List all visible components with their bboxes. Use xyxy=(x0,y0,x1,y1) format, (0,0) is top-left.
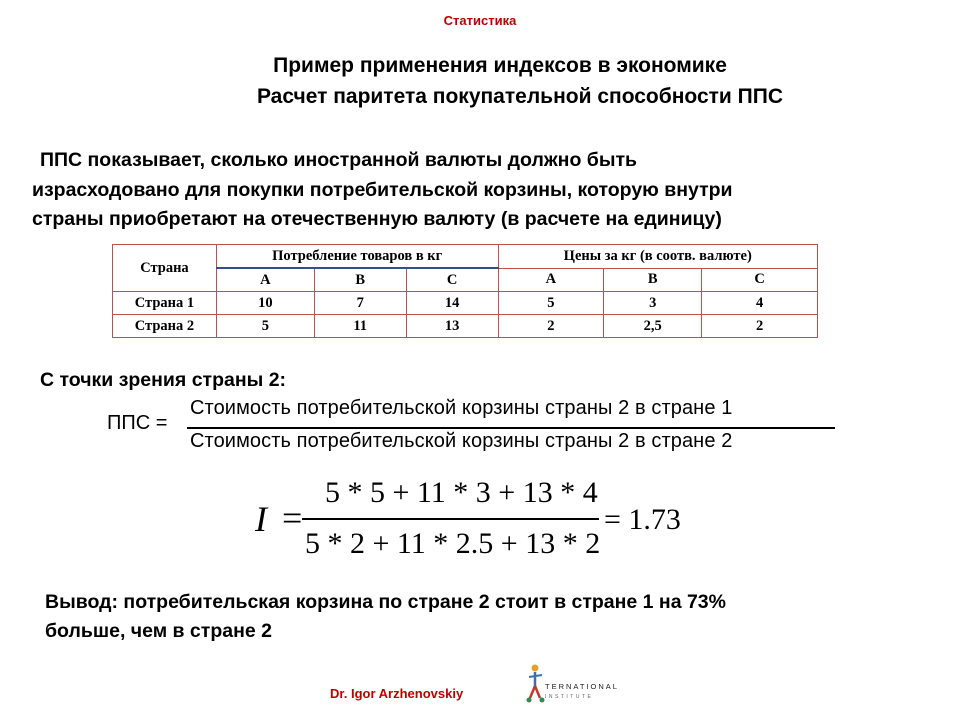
table-cell: 5 xyxy=(216,315,314,338)
table-row xyxy=(113,292,818,315)
table-cell: 2,5 xyxy=(604,315,702,338)
intro-paragraph xyxy=(32,146,932,235)
conclusion-line-1: Вывод: потребительская корзина по стране 2 стоит в стране 1 на 73% xyxy=(45,591,726,613)
table-cell: 14 xyxy=(406,292,498,315)
subheader-cell: A xyxy=(216,268,314,292)
subheader-cell: B xyxy=(314,268,406,292)
table-cell: 4 xyxy=(702,292,818,315)
table-cell: 2 xyxy=(702,315,818,338)
index-result: = 1.73 xyxy=(604,503,681,536)
institute-logo xyxy=(518,660,638,710)
slide-title-line2: Расчет паритета покупательной способности ППС xyxy=(256,85,784,108)
fraction-bar xyxy=(187,427,835,429)
intro-line-2: израсходовано для покупки потребительской корзины, которую внутри xyxy=(32,178,733,201)
table-cell: 10 xyxy=(216,292,314,315)
slide-title-line1: Пример применения индексов в экономике xyxy=(273,54,727,77)
table-subheader-row xyxy=(113,268,818,292)
pps-denominator: Стоимость потребительской корзины страны 2 в стране 2 xyxy=(190,430,733,452)
subheader-cell: B xyxy=(604,268,702,292)
subheader-cell: C xyxy=(406,268,498,292)
pps-numerator: Стоимость потребительской корзины страны 2 в стране 1 xyxy=(190,397,733,419)
intro-line-1: ППС показывает, сколько иностранной валюты должно быть xyxy=(40,149,638,171)
subheading: С точки зрения страны 2: xyxy=(40,369,287,391)
row-country: Страна 1 xyxy=(113,292,217,315)
index-denominator: 5 * 2 + 11 * 2.5 + 13 * 2 xyxy=(305,527,601,560)
index-equals: = xyxy=(282,498,303,538)
table-cell: 3 xyxy=(604,292,702,315)
subheader-cell: C xyxy=(702,268,818,292)
table-cell: 7 xyxy=(314,292,406,315)
conclusion xyxy=(45,588,905,646)
index-variable: I xyxy=(255,499,267,539)
data-table xyxy=(112,244,818,338)
subheader-cell: A xyxy=(498,268,604,292)
row-country: Страна 2 xyxy=(113,315,217,338)
author-name: Dr. Igor Arzhenovskiy xyxy=(330,686,464,701)
logo-text-top: TERNATIONAL xyxy=(545,682,619,691)
group-consumption-header: Потребление товаров в кг xyxy=(216,245,498,269)
table-header-row xyxy=(113,245,818,269)
pps-label: ППС = xyxy=(107,412,168,434)
logo-text-bottom: INSTITUTE xyxy=(545,694,594,700)
course-header: Статистика xyxy=(443,13,517,28)
index-fraction-bar xyxy=(302,518,599,520)
table-cell: 5 xyxy=(498,292,604,315)
table-cell: 11 xyxy=(314,315,406,338)
group-prices-header: Цены за кг (в соотв. валюте) xyxy=(498,245,818,269)
conclusion-line-2: больше, чем в стране 2 xyxy=(45,620,272,642)
index-numerator: 5 * 5 + 11 * 3 + 13 * 4 xyxy=(325,476,598,509)
col-country-header: Страна xyxy=(113,245,217,292)
table-cell: 2 xyxy=(498,315,604,338)
table-cell: 13 xyxy=(406,315,498,338)
intro-line-3: страны приобретают на отечественную валюту (в расчете на единицу) xyxy=(32,208,722,230)
table-row xyxy=(113,315,818,338)
